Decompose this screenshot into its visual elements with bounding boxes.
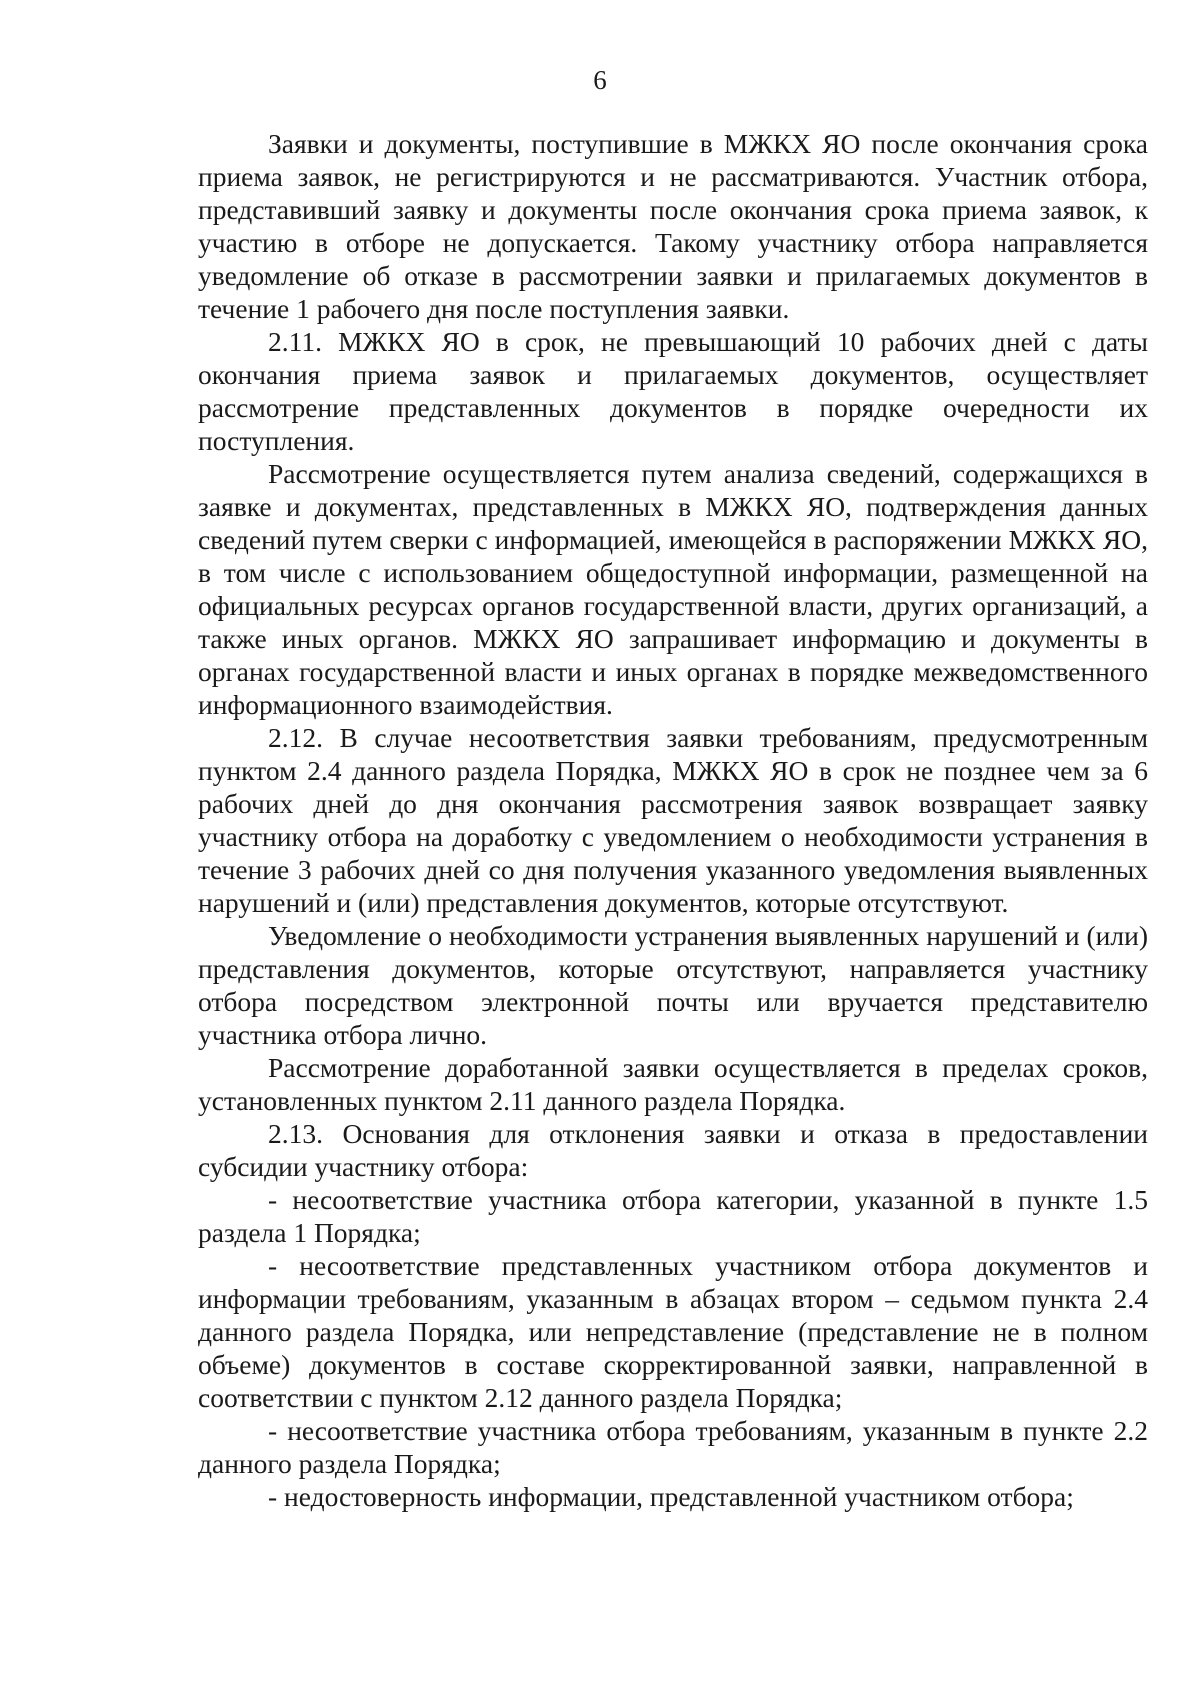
paragraph-revised-application: Рассмотрение доработанной заявки осуществляется в пределах сроков, установленных пунктом 2.11 данного раздела Порядка.	[198, 1052, 1148, 1116]
list-item-requirements-mismatch: - несоответствие участника отбора требованиям, указанным в пункте 2.2 данного раздела Порядка;	[198, 1415, 1148, 1479]
paragraph-clause-2-13: 2.13. Основания для отклонения заявки и отказа в предоставлении субсидии участнику отбора:	[198, 1118, 1148, 1182]
paragraph-review-procedure: Рассмотрение осуществляется путем анализа сведений, содержащихся в заявке и документах, представленных в МЖКХ ЯО, подтверждения данных сведений путем сверки с информацией, имеющейся в распоряжении МЖКХ ЯО, в том числе с использованием общедоступной информации, размещенной на официальных ресурсах органов государственной власти, других организаций, а также иных органов. МЖКХ ЯО запрашивает информацию и документы в органах государственной власти и иных органах в порядке межведомственного информационного взаимодействия.	[198, 458, 1148, 720]
paragraph-clause-2-12: 2.12. В случае несоответствия заявки требованиям, предусмотренным пунктом 2.4 данного раздела Порядка, МЖКХ ЯО в срок не позднее чем за 6 рабочих дней до дня окончания рассмотрения заявок возвращает заявку участнику отбора на доработку с уведомлением о необходимости устранения в течение 3 рабочих дней со дня получения указанного уведомления выявленных нарушений и (или) представления документов, которые отсутствуют.	[198, 722, 1148, 918]
document-body	[198, 127, 1148, 1513]
paragraph-clause-2-11: 2.11. МЖКХ ЯО в срок, не превышающий 10 рабочих дней с даты окончания приема заявок и прилагаемых документов, осуществляет рассмотрение представленных документов в порядке очередности их поступления.	[198, 326, 1148, 456]
paragraph-late-applications: Заявки и документы, поступившие в МЖКХ ЯО после окончания срока приема заявок, не регистрируются и не рассматриваются. Участник отбора, представивший заявку и документы после окончания срока приема заявок, к участию в отборе не допускается. Такому участнику отбора направляется уведомление об отказе в рассмотрении заявки и прилагаемых документов в течение 1 рабочего дня после поступления заявки.	[198, 128, 1148, 324]
page-number: 6	[593, 65, 607, 95]
paragraph-notification: Уведомление о необходимости устранения выявленных нарушений и (или) представления документов, которые отсутствуют, направляется участнику отбора посредством электронной почты или вручается представителю участника отбора лично.	[198, 920, 1148, 1050]
list-item-category-mismatch: - несоответствие участника отбора категории, указанной в пункте 1.5 раздела 1 Порядка;	[198, 1184, 1148, 1248]
list-item-unreliable-information: - недостоверность информации, представленной участником отбора;	[268, 1481, 1074, 1512]
list-item-documents-mismatch: - несоответствие представленных участником отбора документов и информации требованиям, указанным в абзацах втором – седьмом пункта 2.4 данного раздела Порядка, или непредставление (представление не в полном объеме) документов в составе скорректированной заявки, направленной в соответствии с пунктом 2.12 данного раздела Порядка;	[198, 1250, 1148, 1413]
